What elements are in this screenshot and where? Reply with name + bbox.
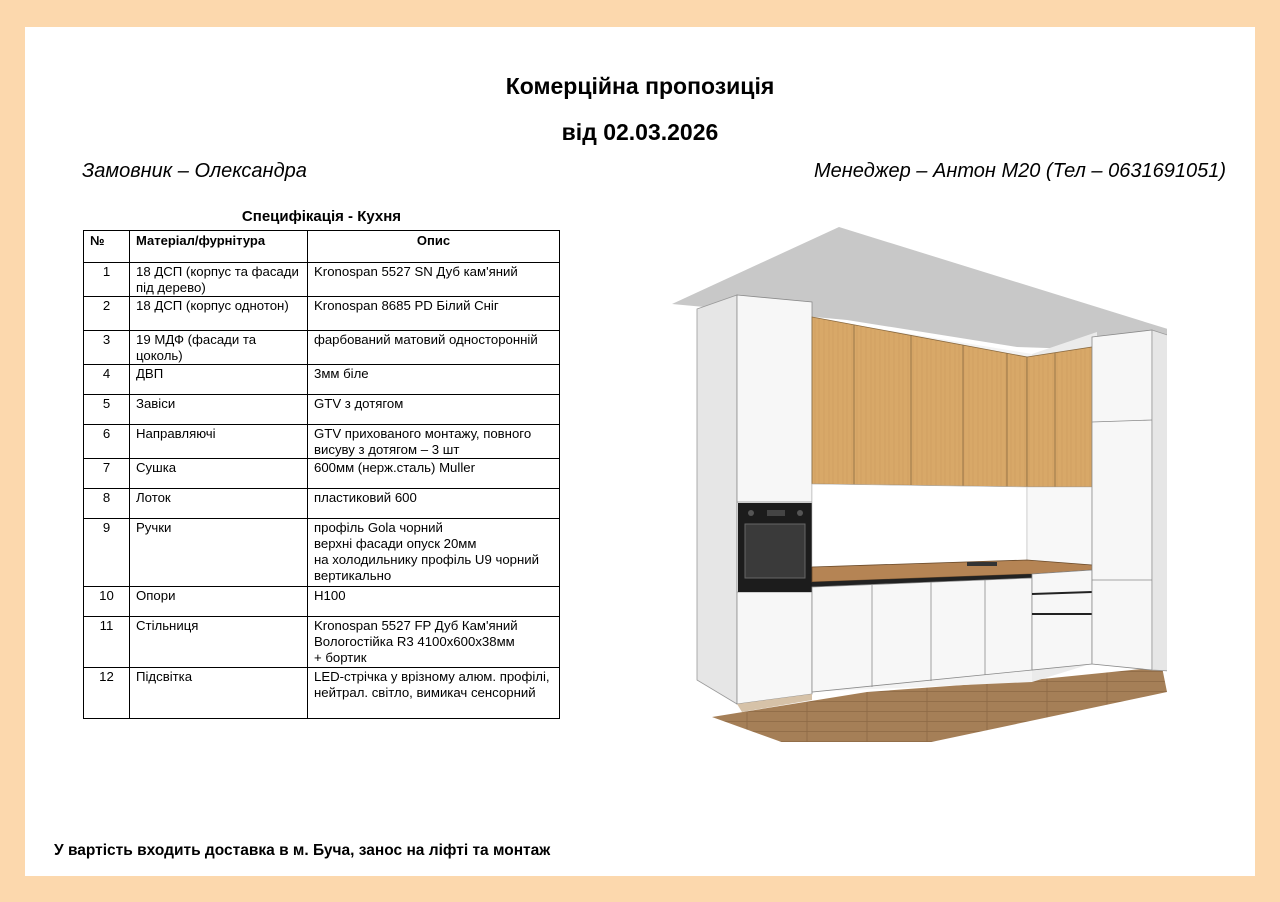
spec-cell-material: 19 МДФ (фасади та цоколь)	[130, 331, 308, 365]
page-title: Комерційна пропозиція	[505, 73, 775, 99]
spec-row	[84, 617, 560, 668]
spec-cell-description: Kronospan 5527 FP Дуб Кам'яний Вологостійка R3 4100х600х38мм + бортик	[308, 617, 560, 668]
spec-cell-material: Лоток	[130, 489, 308, 519]
col-header-number: №	[84, 231, 130, 263]
spec-cell-description: GTV прихованого монтажу, повного висуву з дотягом – 3 шт	[308, 425, 560, 459]
spec-table	[83, 230, 560, 719]
spec-row	[84, 519, 560, 587]
footer-note: У вартість входить доставка в м. Буча, занос на ліфті та монтаж	[54, 842, 551, 859]
spec-cell-number: 6	[84, 425, 130, 459]
spec-cell-material: Сушка	[130, 459, 308, 489]
spec-row	[84, 395, 560, 425]
spec-cell-number: 1	[84, 263, 130, 297]
right-tall-column-side	[1152, 330, 1167, 672]
spec-cell-number: 2	[84, 297, 130, 331]
spec-cell-material: 18 ДСП (корпус однотон)	[130, 297, 308, 331]
spec-cell-material: 18 ДСП (корпус та фасади під дерево)	[130, 263, 308, 297]
spec-cell-description: LED-стрічка у врізному алюм. профілі, нейтрал. світло, вимикач сенсорний	[308, 668, 560, 719]
client-name: Замовник – Олександра	[82, 160, 307, 182]
spec-cell-description: GTV з дотягом	[308, 395, 560, 425]
spec-cell-description: 3мм біле	[308, 365, 560, 395]
spec-cell-description: профіль Gola чорний верхні фасади опуск 20мм на холодильнику профіль U9 чорний вертикально	[308, 519, 560, 587]
spec-row	[84, 263, 560, 297]
spec-row	[84, 365, 560, 395]
spec-row	[84, 668, 560, 719]
left-tall-column-front	[737, 295, 812, 704]
proposal-sheet	[25, 27, 1255, 876]
spec-cell-description: Kronospan 8685 PD Білий Сніг	[308, 297, 560, 331]
spec-cell-description: Н100	[308, 587, 560, 617]
kitchen-render	[667, 222, 1167, 742]
col-header-material: Матеріал/фурнітура	[130, 231, 308, 263]
spec-row	[84, 297, 560, 331]
backsplash	[812, 484, 1027, 567]
proposal-date: від 02.03.2026	[561, 119, 719, 145]
spec-cell-description: фарбований матовий односторонній	[308, 331, 560, 365]
spec-header-row	[84, 231, 560, 263]
spec-cell-material: Направляючі	[130, 425, 308, 459]
spec-cell-number: 4	[84, 365, 130, 395]
spec-cell-number: 3	[84, 331, 130, 365]
spec-row	[84, 425, 560, 459]
manager-contact: Менеджер – Антон М20 (Тел – 0631691051)	[814, 160, 1226, 182]
col-header-description: Опис	[308, 231, 560, 263]
spec-cell-number: 9	[84, 519, 130, 587]
spec-body	[84, 263, 560, 719]
spec-row	[84, 587, 560, 617]
spec-cell-material: Опори	[130, 587, 308, 617]
spec-row	[84, 459, 560, 489]
spec-title: Специфікація - Кухня	[241, 208, 402, 225]
spec-row	[84, 489, 560, 519]
base-drawers-right	[1032, 570, 1092, 670]
spec-cell-number: 8	[84, 489, 130, 519]
spec-cell-number: 5	[84, 395, 130, 425]
spec-cell-description: пластиковий 600	[308, 489, 560, 519]
spec-cell-material: Підсвітка	[130, 668, 308, 719]
upper-cabinets-right	[1027, 347, 1092, 487]
spec-cell-material: ДВП	[130, 365, 308, 395]
spec-cell-material: Стільниця	[130, 617, 308, 668]
spec-cell-number: 7	[84, 459, 130, 489]
left-tall-column-side	[697, 295, 737, 704]
spec-row	[84, 331, 560, 365]
right-tall-column-front	[1092, 330, 1152, 670]
spec-cell-description: Kronospan 5527 SN Дуб кам'яний	[308, 263, 560, 297]
spec-cell-number: 11	[84, 617, 130, 668]
spec-cell-number: 12	[84, 668, 130, 719]
spec-cell-description: 600мм (нерж.сталь) Muller	[308, 459, 560, 489]
spec-cell-material: Ручки	[130, 519, 308, 587]
spec-cell-material: Завіси	[130, 395, 308, 425]
spec-cell-number: 10	[84, 587, 130, 617]
